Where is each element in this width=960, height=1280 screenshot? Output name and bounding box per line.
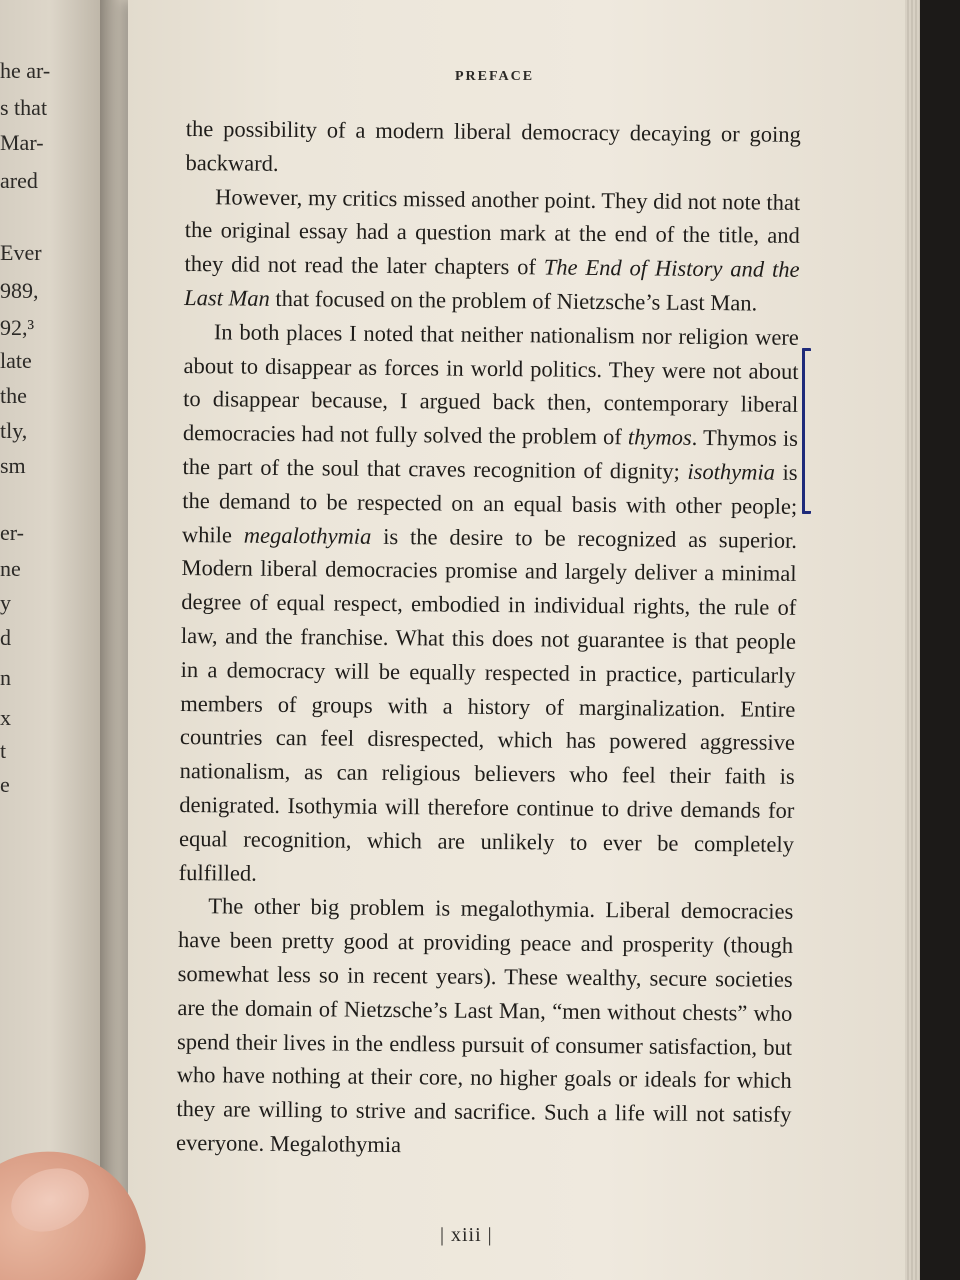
text-run: However, my critics missed another point. They did not note that the original essay had a question mark at the end of the title, and they did not read the later chapters of [184,183,801,280]
text-run: . Thymos is the part of the soul that craves recognition of dignity; [182,425,799,484]
facing-page-fragment: Mar- [0,130,44,155]
italic-text: thymos [627,424,692,451]
paragraph [185,112,801,185]
facing-page-fragment: er- [0,520,24,545]
paragraph [184,180,800,321]
facing-page-fragment: late [0,348,32,373]
facing-page-fragment: n [0,665,11,690]
facing-page-fragment: he ar- [0,58,51,83]
body-text [176,112,801,1166]
facing-page-fragment: d [0,625,11,650]
running-head: PREFACE [455,69,535,84]
facing-page-fragment: the [0,383,27,408]
facing-page-fragment: t [0,738,7,763]
paragraph [179,315,799,895]
text-run: is the desire to be recognized as superior. Modern liberal democracies promise and largely deliver a minimal degree of equal respect, embodied in individual rights, the rule of law, and the franchise. What this does not guarantee is that people in a democracy will be equally respected in practice, particularly members of groups with a history of marginalization. Entire countries can feel disrespected, which has powered aggressive nationalism, as can religious believers who feel their faith is denigrated. Isothymia will therefore continue to drive demands for equal recognition, which are unlikely to ever be completely fulfilled. [178,523,798,886]
text-run: the possibility of a modern liberal democracy decaying or going backward. [185,115,801,176]
book-cover-edge [920,0,960,1280]
text-run: The other big problem is megalothymia. Liberal democracies have been pretty good at providing peace and prosperity (though somewhat less so in recent years). These wealthy, secure societies are the domain of Nietzsche’s Last Man, “men without chests” who spend their lives in the endless pursuit of consumer satisfaction, but who have nothing at their core, no higher goals or ideals for which they are willing to strive and sacrifice. Such a life will not satisfy everyone. Megalothymia [175,893,794,1158]
facing-page-fragment: 92,³ [0,315,35,340]
pen-margin-bracket [802,348,811,514]
facing-page-fragment: e [0,772,10,797]
facing-page-fragment: Ever [0,240,42,265]
italic-text: The End of History and the Last Man [184,254,800,311]
page-number: | xiii | [440,1224,493,1246]
facing-page-fragment: x [0,705,11,730]
facing-page-fragment: ared [0,168,38,193]
facing-page-fragment: y [0,590,11,615]
facing-page-fragment: ne [0,556,21,581]
italic-text: megalothymia [243,522,372,549]
text-run: is the demand to be respected on an equal basis with other people; while [181,459,798,548]
facing-page-fragment: s that [0,95,48,120]
facing-page-fragment: 989, [0,278,39,303]
text-run: that focused on the problem of Nietzsche’s Last Man. [269,285,758,316]
paragraph [176,889,794,1165]
italic-text: isothymia [687,458,776,485]
facing-page-fragment: tly, [0,418,28,443]
facing-page-fragment: sm [0,453,26,478]
text-run: In both places I noted that neither nationalism nor religion were about to disappear as forces in world politics. They were not about to disappear because, I argued back then, contemporary liberal democracies had not fully solved the problem of [182,319,799,450]
facing-left-page [0,0,110,1280]
